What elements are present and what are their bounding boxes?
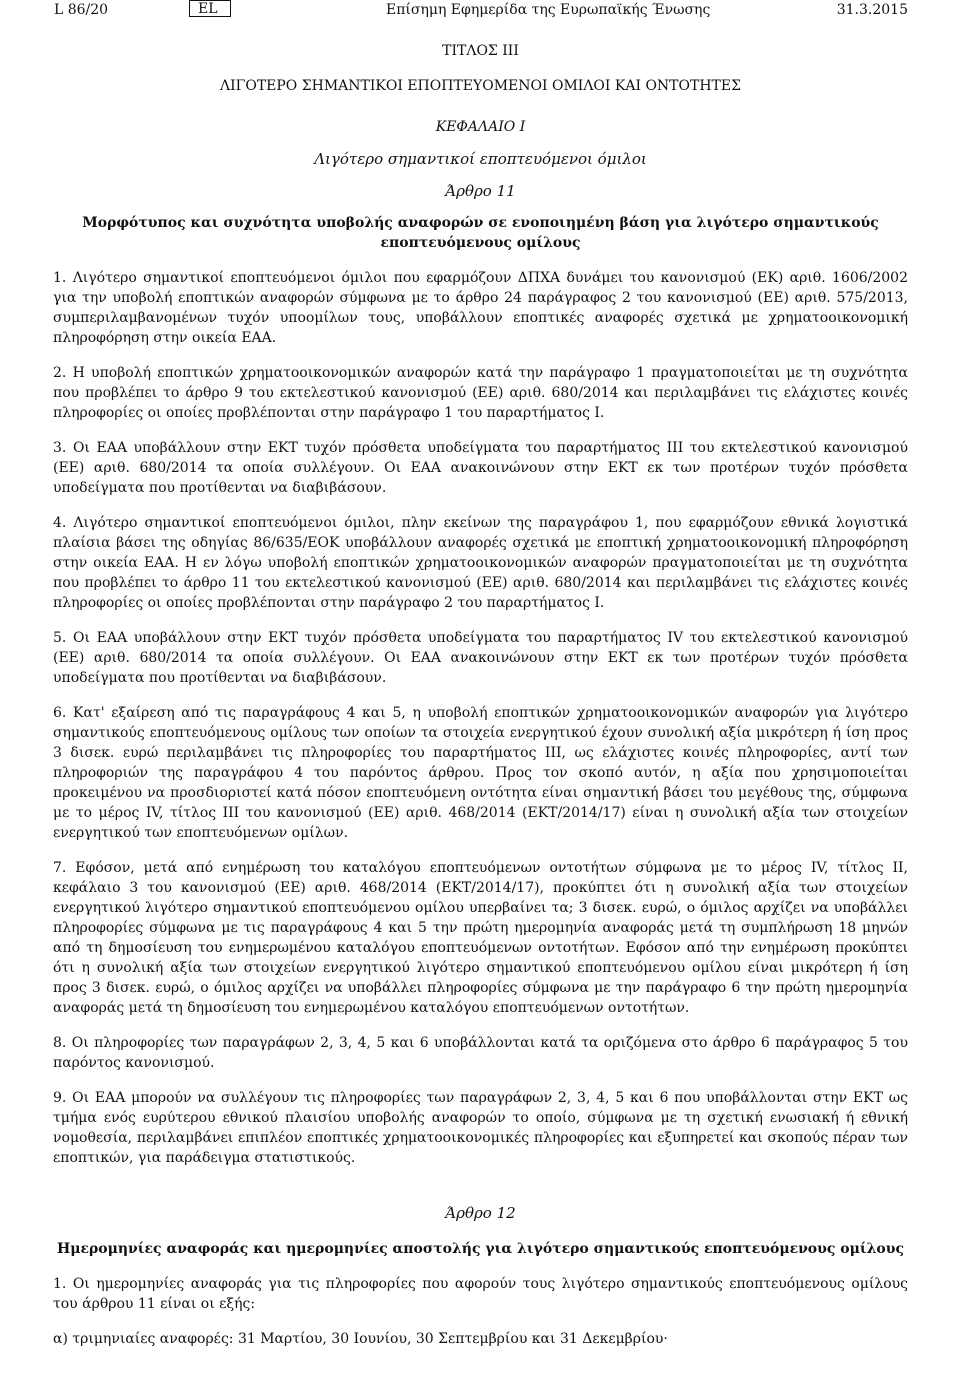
article-12-paragraph-1: 1. Οι ημερομηνίες αναφοράς για τις πληροφορίες που αφορούν τους λιγότερο σημαντικούς εποπτευόμενους ομίλους του άρθρου 11 είναι οι εξής: (53, 1276, 908, 1312)
page-reference: L 86/20 (54, 2, 109, 18)
article-11-paragraph-8: 8. Οι πληροφορίες των παραγράφων 2, 3, 4, 5 και 6 υποβάλλονται κατά τα οριζόμενα στο άρθρο 6 παράγραφος 5 του παρόντος κανονισμού. (53, 1035, 908, 1071)
article-12-title: Ημερομηνίες αναφοράς και ημερομηνίες αποστολής για λιγότερο σημαντικούς εποπτευόμενους ομίλους (56, 1241, 905, 1257)
article-12-item-a: α) τριμηνιαίες αναφορές: 31 Μαρτίου, 30 Ιουνίου, 30 Σεπτεμβρίου και 31 Δεκεμβρίου· (53, 1331, 668, 1347)
language-badge: EL (189, 0, 231, 17)
article-11-paragraph-7: 7. Εφόσον, μετά από ενημέρωση του καταλόγου εποπτευόμενων οντοτήτων σύμφωνα με το μέρος IV, τίτλος II, κεφάλαιο 3 του κανονισμού (ΕΕ) αριθ. 468/2014 (ΕΚΤ/2014/17), προκύπτει ότι η συνολική αξία των στοιχείων ενεργητικού λιγότερο σημαντικού εποπτευόμενου ομίλου υπερβαίνει τα; 3 δισεκ. ευρώ, ο όμιλος αρχίζει να υποβάλλει πληροφορίες σύμφωνα με τις παραγράφους 4 και 5 την πρώτη ημερομηνία αναφοράς μετά τη συμπλήρωση 18 μηνών από τη δημοσίευση του ενημερωμένου καταλόγου εποπτευόμενων οντοτήτων. Εφόσον από την ενημέρωση προκύπτει ότι η συνολική αξία των στοιχείων ενεργητικού λιγότερο σημαντικού εποπτευόμενου ομίλου είναι μικρότερη ή ίση προς 3 δισεκ. ευρώ, ο όμιλος αρχίζει να υποβάλλει πληροφορίες σύμφωνα με την παράγραφο 6 την πρώτη ημερομηνία αναφοράς μετά τη δημοσίευση του ενημερωμένου καταλόγου εποπτευόμενων οντοτήτων. (53, 860, 908, 1016)
article-11-paragraph-3: 3. Οι ΕΑΑ υποβάλλουν στην ΕΚΤ τυχόν πρόσθετα υποδείγματα του παραρτήματος III του εκτελεστικού κανονισμού (ΕΕ) αριθ. 680/2014 τα οποία συλλέγουν. Οι ΕΑΑ ανακοινώνουν στην ΕΚΤ εκ των προτέρων τυχόν πρόσθετα υποδείγματα που προτίθενται να διαβιβάσουν. (53, 440, 908, 496)
title-subheading: ΛΙΓΟΤΕΡΟ ΣΗΜΑΝΤΙΚΟΙ ΕΠΟΠΤΕΥΟΜΕΝΟΙ ΟΜΙΛΟΙ ΚΑΙ ΟΝΤΟΤΗΤΕΣ (220, 78, 741, 94)
journal-title: Επίσημη Εφημερίδα της Ευρωπαϊκής Ένωσης (386, 2, 711, 18)
article-11-paragraph-9: 9. Οι ΕΑΑ μπορούν να συλλέγουν τις πληροφορίες των παραγράφων 2, 3, 4, 5 και 6 που υποβάλλονται στην ΕΚΤ ως τμήμα ενός ευρύτερου εθνικού πλαισίου υποβολής αναφορών το οποίο, σύμφωνα με τη σχετική ενωσιακή ή εθνική νομοθεσία, περιλαμβάνει επιπλέον εποπτικές χρηματοοικονομικές πληροφορίες και εξυπηρετεί και σκοπούς πέραν των εποπτικών, για παράδειγμα στατιστικούς. (53, 1090, 908, 1166)
article-11-paragraph-5: 5. Οι ΕΑΑ υποβάλλουν στην ΕΚΤ τυχόν πρόσθετα υποδείγματα του παραρτήματος IV του εκτελεστικού κανονισμού (ΕΕ) αριθ. 680/2014 τα οποία συλλέγουν. Οι ΕΑΑ ανακοινώνουν στην ΕΚΤ εκ των προτέρων τυχόν πρόσθετα υποδείγματα που προτίθενται να διαβιβάσουν. (53, 630, 908, 686)
publication-date: 31.3.2015 (836, 2, 908, 18)
chapter-label: ΚΕΦΑΛΑΙΟ I (435, 119, 526, 135)
article-11-paragraph-2: 2. Η υποβολή εποπτικών χρηματοοικονομικών αναφορών κατά την παράγραφο 1 πραγματοποιείται με τη συχνότητα που προβλέπει το άρθρο 9 του εκτελεστικού κανονισμού (ΕΕ) αριθ. 680/2014 και περιλαμβάνει τις ελάχιστες κοινές πληροφορίες οι οποίες προβλέπονται στην παράγραφο 1 του παραρτήματος I. (53, 365, 908, 421)
article-11-paragraph-1: 1. Λιγότερο σημαντικοί εποπτευόμενοι όμιλοι που εφαρμόζουν ΔΠΧΑ δυνάμει του κανονισμού (ΕΚ) αριθ. 1606/2002 για την υποβολή εποπτικών αναφορών σύμφωνα με το άρθρο 24 παράγραφος 2 του κανονισμού (ΕΕ) αριθ. 575/2013, συμπεριλαμβανομένων τυχόν υποομίλων τους, υποβάλλουν εποπτικές αναφορές σχετικά με χρηματοοικονομική πληροφόρηση στην οικεία ΕΑΑ. (53, 270, 908, 346)
chapter-title: Λιγότερο σημαντικοί εποπτευόμενοι όμιλοι (314, 150, 647, 168)
article-11-label: Άρθρο 11 (445, 182, 516, 200)
article-11-paragraph-4: 4. Λιγότερο σημαντικοί εποπτευόμενοι όμιλοι, πλην εκείνων της παραγράφου 1, που εφαρμόζουν εθνικά λογιστικά πλαίσια βάσει της οδηγίας 86/635/ΕΟΚ υποβάλλουν αναφορές σχετικά με εποπτική χρηματοοικονομική πληροφόρηση στην οικεία ΕΑΑ. Η εν λόγω υποβολή εποπτικών χρηματοοικονομικών αναφορών πραγματοποιείται με τη συχνότητα που προβλέπει το άρθρο 11 του εκτελεστικού κανονισμού (ΕΕ) αριθ. 680/2014 και περιλαμβάνει τις ελάχιστες κοινές πληροφορίες οι οποίες προβλέπονται στην παράγραφο 2 του παραρτήματος I. (53, 515, 908, 611)
article-12-label: Άρθρο 12 (445, 1204, 516, 1222)
article-11-paragraph-6: 6. Κατ' εξαίρεση από τις παραγράφους 4 και 5, η υποβολή εποπτικών χρηματοοικονομικών αναφορών για λιγότερο σημαντικούς εποπτευόμενους ομίλους των οποίων τα στοιχεία ενεργητικού έχουν συνολική αξία μικρότερη ή ίση προς 3 δισεκ. ευρώ περιλαμβάνει τις πληροφορίες του παραρτήματος III, ως ελάχιστες κοινές πληροφορίες, αντί των πληροφοριών της παραγράφου 4 του παρόντος άρθρου. Προς τον σκοπό αυτόν, η αξία που χρησιμοποιείται προκειμένου να προσδιοριστεί κατά πόσον εποπτευόμενη οντότητα είναι σημαντική βάσει του μεγέθους της, σύμφωνα με το μέρος IV, τίτλος III του κανονισμού (ΕΕ) αριθ. 468/2014 (ΕΚΤ/2014/17) είναι η συνολική αξία των στοιχείων ενεργητικού των εποπτευόμενων ομίλων. (53, 705, 908, 841)
article-11-title: Μορφότυπος και συχνότητα υποβολής αναφορών σε ενοποιημένη βάση για λιγότερο σημαντικούς εποπτευόμενους ομίλους (82, 215, 879, 251)
page-header (53, 0, 908, 22)
title-heading: ΤΙΤΛΟΣ III (442, 43, 519, 59)
